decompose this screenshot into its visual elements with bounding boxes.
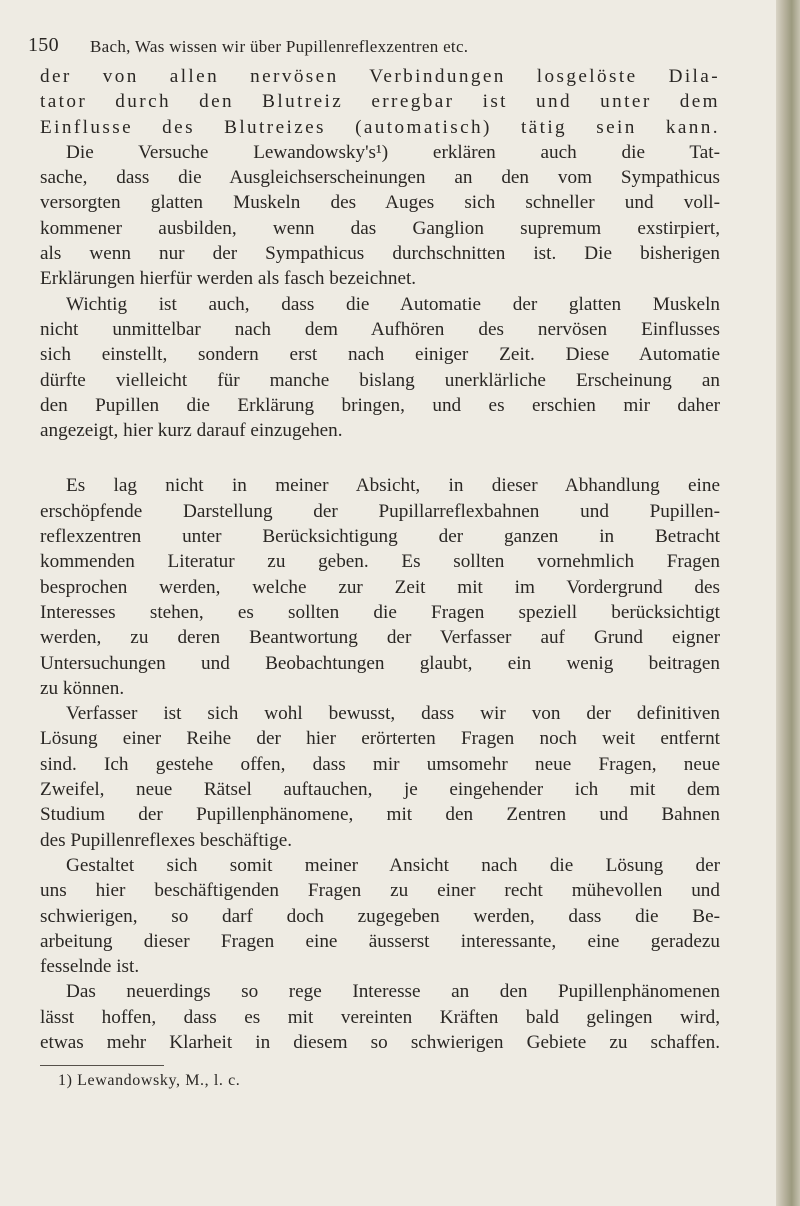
text-line: Gestaltet sich somit meiner Ansicht nach die Lösung der (66, 854, 720, 876)
footnote-divider (40, 1065, 164, 1066)
text-line: Interesses stehen, es sollten die Fragen speziell berücksichtigt (40, 601, 720, 623)
text-line: Untersuchungen und Beobachtungen glaubt, ein wenig beitragen (40, 652, 720, 674)
text-line: kommener ausbilden, wenn das Ganglion supremum exstirpiert, (40, 217, 720, 239)
text-line: tator durch den Blutreiz erregbar ist und unter dem (40, 91, 720, 113)
text-line: des Pupillenreflexes beschäftige. (40, 829, 293, 851)
text-line: als wenn nur der Sympathicus durchschnitten ist. Die bisherigen (40, 243, 720, 265)
text-line: Studium der Pupillenphänomene, mit den Zentren und Bahnen (40, 804, 720, 826)
text-line: Zweifel, neue Rätsel auftauchen, je eingehender ich mit dem (40, 779, 720, 801)
paragraph-gap (40, 443, 720, 473)
text-line: angezeigt, hier kurz darauf einzugehen. (40, 420, 343, 442)
text-line: Die Versuche Lewandowsky's¹) erklären auch die Tat- (66, 141, 720, 163)
text-line: der von allen nervösen Verbindungen losgelöste Dila- (40, 66, 720, 87)
text-line: versorgten glatten Muskeln des Auges sich schneller und voll- (40, 192, 720, 214)
running-head: Bach, Was wissen wir über Pupillenreflexzentren etc. (90, 37, 469, 56)
text-line: arbeitung dieser Fragen eine äusserst interessante, eine geradezu (40, 930, 720, 952)
text-line: sich einstellt, sondern erst nach einiger Zeit. Diese Automatie (40, 344, 720, 366)
text-line: sache, dass die Ausgleichserscheinungen an den vom Sympathicus (40, 167, 720, 189)
text-line: Das neuerdings so rege Interesse an den Pupillenphänomenen (66, 981, 720, 1003)
text-line: Wichtig ist auch, dass die Automatie der glatten Muskeln (66, 293, 720, 315)
text-line: Lösung einer Reihe der hier erörterten Fragen noch weit entfernt (40, 728, 720, 750)
page-header (28, 34, 728, 64)
text-line: fesselnde ist. (40, 956, 140, 978)
text-line: dürfte vielleicht für manche bislang unerklärliche Erscheinung an (40, 369, 720, 391)
text-line: besprochen werden, welche zur Zeit mit im Vordergrund des (40, 576, 720, 598)
page-edge (776, 0, 800, 1206)
text-line: lässt hoffen, dass es mit vereinten Kräften bald gelingen wird, (40, 1006, 720, 1028)
text-line: etwas mehr Klarheit in diesem so schwierigen Gebiete zu schaffen. (40, 1031, 720, 1053)
text-line: den Pupillen die Erklärung bringen, und es erschien mir daher (40, 394, 720, 416)
text-line: erschöpfende Darstellung der Pupillarreflexbahnen und Pupillen- (40, 500, 720, 522)
body-text (40, 64, 720, 1055)
text-line: zu können. (40, 677, 125, 699)
page-number: 150 (28, 34, 59, 56)
text-line: schwierigen, so darf doch zugegeben werden, dass die Be- (40, 905, 720, 927)
text-line: werden, zu deren Beantwortung der Verfasser auf Grund eigner (40, 627, 720, 649)
text-line: Einflusse des Blutreizes (automatisch) tätig sein kann. (40, 116, 720, 138)
text-line: uns hier beschäftigenden Fragen zu einer recht mühevollen und (40, 880, 720, 902)
text-line: reflexzentren unter Berücksichtigung der ganzen in Betracht (40, 526, 720, 548)
footnote (58, 1072, 240, 1090)
text-line: sind. Ich gestehe offen, dass mir umsomehr neue Fragen, neue (40, 753, 720, 775)
text-line: Es lag nicht in meiner Absicht, in dieser Abhandlung eine (66, 475, 720, 497)
text-line: Verfasser ist sich wohl bewusst, dass wir von der definitiven (66, 703, 720, 725)
text-line: nicht unmittelbar nach dem Aufhören des nervösen Einflusses (40, 318, 720, 340)
footnote-text: Lewandowsky, M., l. c. (77, 1072, 241, 1089)
text-line: kommenden Literatur zu geben. Es sollten vornehmlich Fragen (40, 551, 720, 573)
footnote-marker: 1) (58, 1072, 73, 1089)
text-line: Erklärungen hierfür werden als fasch bezeichnet. (40, 268, 417, 290)
